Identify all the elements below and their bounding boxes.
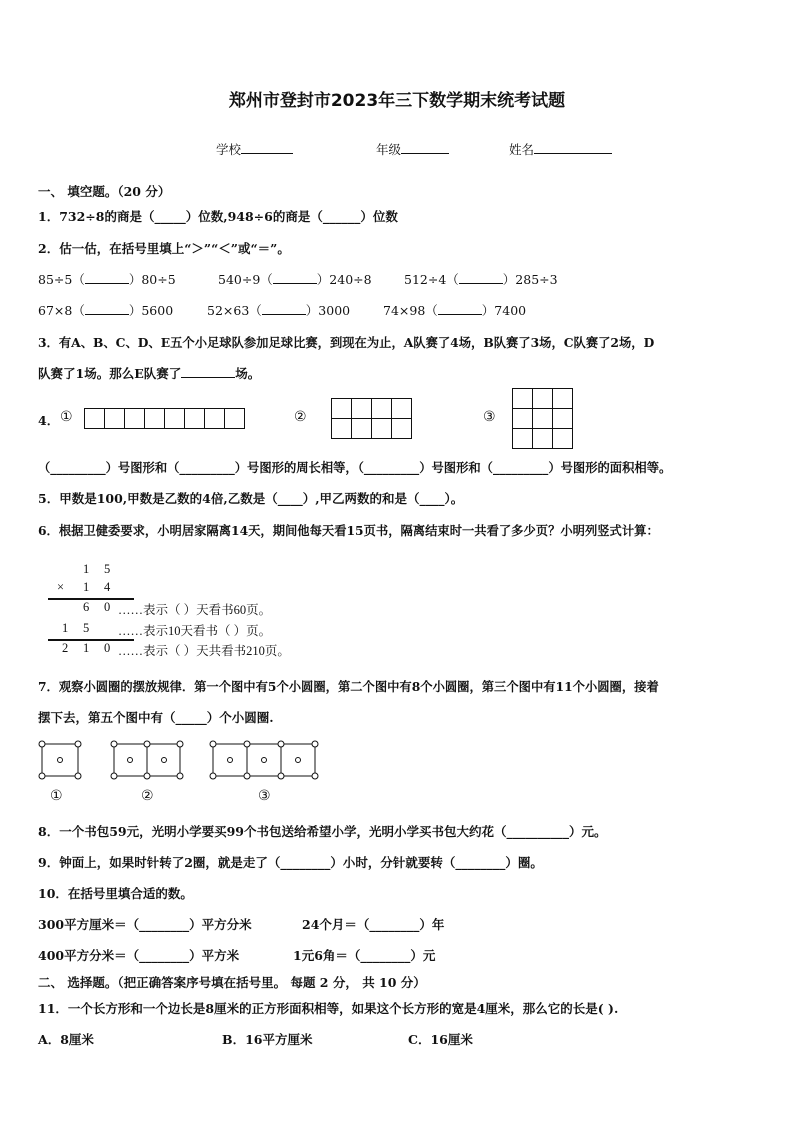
question-9: 9．钟面上，如果时针转了2圈，就是走了（________）小时，分针就要转（________）圈。: [38, 855, 543, 870]
grade-label: 年级: [376, 142, 402, 157]
calc-digit: 0: [104, 641, 111, 655]
question-7-line1: 7．观察小圆圈的摆放规律．第一个图中有5个小圆圈，第二个图中有8个小圆圈，第三个图中有11个小圆圈，接着: [38, 679, 659, 694]
figure-2-label: ②: [294, 409, 307, 425]
page-title: 郑州市登封市2023年三下数学期末统考试题: [228, 91, 566, 111]
calc-digit: 6: [83, 600, 90, 614]
question-4-answer-line: （_________）号图形和（_________）号图形的周长相等，（_________）号图形和（_________）号图形的面积相等。: [38, 460, 672, 475]
q11-option-a[interactable]: A．8厘米: [38, 1032, 94, 1047]
question-8: 8．一个书包59元，光明小学要买99个书包送给希望小学，光明小学买书包大约花（__________）元。: [38, 824, 607, 839]
calc-note: ……表示（ ）天共看书210页。: [118, 644, 290, 658]
calc-digit: 1: [83, 641, 90, 655]
calc-digit: 4: [104, 580, 111, 594]
q2-item: 512÷4（ ）285÷3: [404, 272, 558, 287]
pattern-label-3: ③: [258, 788, 271, 804]
q2-item: 540÷9（ ）240÷8: [218, 272, 372, 287]
school-field[interactable]: [216, 140, 293, 158]
circle-pattern-figures: [36, 738, 326, 784]
name-label: 姓名: [509, 142, 535, 157]
question-10: 10．在括号里填合适的数。: [38, 886, 193, 901]
figure-1-grid: [84, 408, 245, 429]
q10-item: 24个月＝（________）年: [302, 917, 445, 932]
q10-item: 300平方厘米＝（________）平方分米: [38, 917, 252, 932]
calc-digit: 1: [62, 621, 69, 635]
figure-1-label: ①: [60, 409, 73, 425]
question-11: 11．一个长方形和一个边长是8厘米的正方形面积相等，如果这个长方形的宽是4厘米，那么它的长是( ).: [38, 1001, 619, 1016]
question-6: 6．根据卫健委要求，小明居家隔离14天，期间他每天看15页书，隔离结束时一共看了多少页？小明列竖式计算：: [38, 523, 659, 538]
question-1: 1．732÷8的商是（_____）位数,948÷6的商是（______）位数: [38, 209, 398, 224]
name-field[interactable]: [509, 140, 612, 158]
q2-item: 85÷5（ ）80÷5: [38, 272, 176, 287]
calc-note: ……表示（ ）天看书60页。: [118, 603, 272, 617]
section1-heading: 一、 填空题。（20 分）: [38, 184, 171, 199]
calc-digit: 5: [83, 621, 90, 635]
figure-2-grid: [331, 398, 412, 439]
q2-item: 74×98（ ）7400: [383, 303, 527, 318]
question-7-line2: 摆下去，第五个图中有（_____）个小圆圈.: [38, 710, 274, 725]
calc-digit: 1: [83, 562, 90, 576]
pattern-label-2: ②: [141, 788, 154, 804]
question-2: 2．估一估，在括号里填上“＞”“＜”或“＝”。: [38, 241, 290, 256]
section2-heading: 二、 选择题。（把正确答案序号填在括号里。 每题 2 分， 共 10 分）: [38, 975, 426, 990]
question-4-label: 4．: [38, 413, 60, 428]
q2-item: 52×63（ ）3000: [207, 303, 351, 318]
calc-note: ……表示10天看书（ ）页。: [118, 624, 272, 638]
calc-digit: 1: [83, 580, 90, 594]
pattern-label-1: ①: [50, 788, 63, 804]
calc-digit: 2: [62, 641, 69, 655]
question-3-line1: 3．有A、B、C、D、E五个小足球队参加足球比赛，到现在为止，A队赛了4场，B队赛了3场，C队赛了2场，D: [38, 335, 655, 350]
calc-times: ×: [57, 580, 65, 594]
figure-3-label: ③: [483, 409, 496, 425]
question-5: 5．甲数是100,甲数是乙数的4倍,乙数是（____）,甲乙两数的和是（____）。: [38, 491, 464, 506]
grade-field[interactable]: [376, 140, 449, 158]
school-label: 学校: [216, 142, 242, 157]
calc-digit: 0: [104, 600, 111, 614]
calc-digit: 5: [104, 562, 111, 576]
q11-option-b[interactable]: B．16平方厘米: [222, 1032, 313, 1047]
figure-3-grid: [512, 388, 573, 449]
q10-item: 400平方分米＝（________）平方米: [38, 948, 240, 963]
q10-item: 1元6角＝（________）元: [293, 948, 436, 963]
q11-option-c[interactable]: C．16厘米: [408, 1032, 473, 1047]
question-3-line2: 队赛了1场。那么E队赛了 场。: [38, 366, 261, 381]
q2-item: 67×8（ ）5600: [38, 303, 174, 318]
